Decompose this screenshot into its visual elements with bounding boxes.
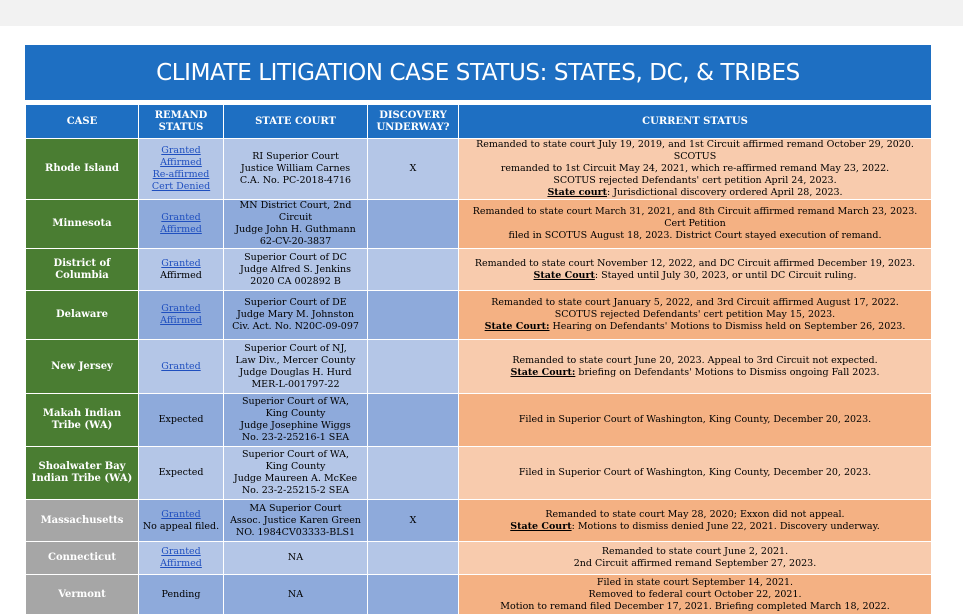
remand-link[interactable]: Affirmed xyxy=(160,315,202,326)
state-court-label: State Court xyxy=(510,520,572,532)
remand-status: Pending xyxy=(139,575,224,615)
court-line: Judge Josephine Wiggs xyxy=(240,420,351,431)
page-title: CLIMATE LITIGATION CASE STATUS: STATES, DC, & TRIBES xyxy=(25,45,931,100)
state-court xyxy=(224,249,368,291)
status-line: Remanded to state court May 28, 2020; Exxon did not appeal. xyxy=(545,508,845,520)
court-line: No. 23-2-25216-1 SEA xyxy=(241,432,350,443)
court-line: Superior Court of WA, xyxy=(241,449,350,460)
header-case: CASE xyxy=(26,105,139,139)
header-row xyxy=(26,105,932,139)
header-remand-status: REMAND STATUS xyxy=(139,105,224,139)
status-detail: briefing on Defendants' Motions to Dismiss ongoing Fall 2023. xyxy=(575,366,880,378)
remand-link[interactable]: Granted xyxy=(161,508,201,520)
case-name: Minnesota xyxy=(26,200,139,249)
current-status xyxy=(459,200,932,249)
table-row xyxy=(26,139,932,200)
court-line: Superior Court of DC xyxy=(244,251,347,263)
status-line: filed in SCOTUS August 18, 2023. District Court stayed execution of remand. xyxy=(508,230,882,241)
status-line: Remanded to state court March 31, 2021, and 8th Circuit affirmed remand March 23, 2023. Cert Petition xyxy=(472,206,918,229)
remand-link[interactable]: Affirmed xyxy=(160,224,202,235)
table-row xyxy=(26,542,932,575)
remand-link[interactable]: Granted xyxy=(161,303,201,314)
current-status xyxy=(459,249,932,291)
state-court-label: State Court: xyxy=(510,366,576,378)
court-line: Superior Court of NJ, xyxy=(244,342,347,354)
status-line: Remanded to state court November 12, 2022, and DC Circuit affirmed December 19, 2023. xyxy=(474,257,916,269)
table-row xyxy=(26,340,932,394)
current-status xyxy=(459,340,932,394)
remand-link[interactable]: Re-affirmed xyxy=(152,169,210,180)
remand-link[interactable]: Granted xyxy=(161,145,201,156)
table-row xyxy=(26,447,932,500)
state-court xyxy=(224,340,368,394)
court-line: King County xyxy=(265,461,326,472)
court-line: RI Superior Court xyxy=(252,151,339,162)
state-court xyxy=(224,500,368,542)
status-line: 2nd Circuit affirmed remand September 27, 2023. xyxy=(573,558,817,569)
case-name: Makah Indian Tribe (WA) xyxy=(26,394,139,447)
case-name: Delaware xyxy=(26,291,139,340)
status-line: Filed in state court September 14, 2021. xyxy=(596,576,794,588)
remand-status xyxy=(139,340,224,394)
remand-link[interactable]: Granted xyxy=(161,257,201,269)
court-line: Judge Douglas H. Hurd xyxy=(239,366,352,378)
case-name: Rhode Island xyxy=(26,139,139,200)
discovery-mark xyxy=(368,200,459,249)
top-bar xyxy=(0,0,963,26)
remand-note: No appeal filed. xyxy=(142,520,220,532)
remand-link[interactable]: Granted xyxy=(161,360,201,372)
state-court-label: State Court: xyxy=(484,321,550,332)
remand-status xyxy=(139,500,224,542)
status-detail: : Jurisdictional discovery ordered April 28, 2023. xyxy=(607,187,843,198)
status-line: Removed to federal court October 22, 2021. xyxy=(588,588,802,600)
court-line: Law Div., Mercer County xyxy=(235,354,356,366)
court-line: MN District Court, 2nd Circuit xyxy=(239,200,352,223)
court-line: 2020 CA 002892 B xyxy=(250,275,341,287)
court-line: Superior Court of WA, xyxy=(241,396,350,407)
state-court xyxy=(224,139,368,200)
table-row xyxy=(26,200,932,249)
remand-link[interactable]: Granted xyxy=(161,212,201,223)
remand-status xyxy=(139,291,224,340)
status-line xyxy=(462,321,928,333)
status-line xyxy=(462,187,928,199)
status-line xyxy=(462,367,928,379)
case-status-table xyxy=(25,104,932,615)
discovery-mark: X xyxy=(368,500,459,542)
court-line: Superior Court of DE xyxy=(244,297,347,308)
state-court xyxy=(224,200,368,249)
remand-link[interactable]: Cert Denied xyxy=(151,181,211,192)
discovery-mark xyxy=(368,340,459,394)
court-line: Judge Maureen A. McKee xyxy=(233,473,358,484)
status-line xyxy=(462,521,928,533)
case-name: Massachusetts xyxy=(26,500,139,542)
discovery-mark: X xyxy=(368,139,459,200)
court-line: Judge Mary M. Johnston xyxy=(236,309,355,320)
state-court: NA xyxy=(224,542,368,575)
current-status xyxy=(459,139,932,200)
status-line: Remanded to state court June 20, 2023. Appeal to 3rd Circuit not expected. xyxy=(512,354,878,366)
table-row xyxy=(26,249,932,291)
state-court xyxy=(224,291,368,340)
remand-status: Expected xyxy=(139,394,224,447)
status-line: Remanded to state court January 5, 2022, and 3rd Circuit affirmed August 17, 2022. xyxy=(491,297,899,308)
discovery-mark xyxy=(368,249,459,291)
case-name: District of Columbia xyxy=(26,249,139,291)
state-court-label: State court xyxy=(547,187,608,198)
remand-status: Expected xyxy=(139,447,224,500)
status-line: SCOTUS rejected Defendants' cert petition May 15, 2023. xyxy=(554,309,836,320)
status-line: SCOTUS rejected Defendants' cert petition April 24, 2023. xyxy=(553,175,837,186)
court-line: NO. 1984CV03333-BLS1 xyxy=(235,526,356,538)
state-court-label: State Court xyxy=(533,269,595,281)
status-line: Filed in Superior Court of Washington, King County, December 20, 2023. xyxy=(518,467,872,478)
court-line: MER-L-001797-22 xyxy=(251,378,340,390)
remand-link[interactable]: Granted xyxy=(161,546,201,557)
case-name: Shoalwater Bay Indian Tribe (WA) xyxy=(26,447,139,500)
case-name: Vermont xyxy=(26,575,139,615)
court-line: Justice William Carnes xyxy=(240,163,351,174)
court-line: C.A. No. PC-2018-4716 xyxy=(239,175,352,186)
status-detail: : Motions to dismiss denied June 22, 2021. Discovery underway. xyxy=(571,520,880,532)
court-line: MA Superior Court xyxy=(249,502,342,514)
header-current-status: CURRENT STATUS xyxy=(459,105,932,139)
discovery-mark xyxy=(368,291,459,340)
court-line: Civ. Act. No. N20C-09-097 xyxy=(232,321,359,332)
table-row xyxy=(26,291,932,340)
status-line: Motion to remand filed December 17, 2021. Briefing completed March 18, 2022. xyxy=(500,600,890,612)
state-court xyxy=(224,447,368,500)
status-line: Remanded to state court July 19, 2019, and 1st Circuit affirmed remand October 29, 2020. SCOTUS xyxy=(476,139,914,162)
current-status xyxy=(459,542,932,575)
court-line: Assoc. Justice Karen Green xyxy=(230,514,361,526)
discovery-mark xyxy=(368,447,459,500)
state-court xyxy=(224,394,368,447)
current-status xyxy=(459,500,932,542)
status-line: Remanded to state court June 2, 2021. xyxy=(601,546,789,557)
current-status xyxy=(459,575,932,615)
status-line: Filed in Superior Court of Washington, King County, December 20, 2023. xyxy=(518,414,872,425)
remand-status xyxy=(139,139,224,200)
remand-status xyxy=(139,200,224,249)
current-status xyxy=(459,394,932,447)
case-name: Connecticut xyxy=(26,542,139,575)
status-line xyxy=(462,270,928,282)
table-row xyxy=(26,575,932,615)
court-line: No. 23-2-25215-2 SEA xyxy=(241,485,350,496)
court-line: Judge John H. Guthmann xyxy=(235,224,356,235)
court-line: King County xyxy=(265,408,326,419)
current-status xyxy=(459,447,932,500)
status-detail: : Stayed until July 30, 2023, or until DC Circuit ruling. xyxy=(594,269,857,281)
discovery-mark xyxy=(368,542,459,575)
remand-note: Affirmed xyxy=(160,269,202,281)
remand-link[interactable]: Affirmed xyxy=(160,157,202,168)
status-detail: Hearing on Defendants' Motions to Dismiss held on September 26, 2023. xyxy=(549,321,906,332)
table-row xyxy=(26,394,932,447)
status-line: remanded to 1st Circuit May 24, 2021, which re-affirmed remand May 23, 2022. xyxy=(500,163,890,174)
current-status xyxy=(459,291,932,340)
header-state-court: STATE COURT xyxy=(224,105,368,139)
court-line: Judge Alfred S. Jenkins xyxy=(240,263,351,275)
remand-status xyxy=(139,249,224,291)
remand-status xyxy=(139,542,224,575)
remand-link[interactable]: Affirmed xyxy=(160,558,202,569)
state-court: NA xyxy=(224,575,368,615)
court-line: 62-CV-20-3837 xyxy=(259,236,332,247)
header-discovery: DISCOVERY UNDERWAY? xyxy=(368,105,459,139)
discovery-mark xyxy=(368,575,459,615)
case-name: New Jersey xyxy=(26,340,139,394)
table-row xyxy=(26,500,932,542)
discovery-mark xyxy=(368,394,459,447)
